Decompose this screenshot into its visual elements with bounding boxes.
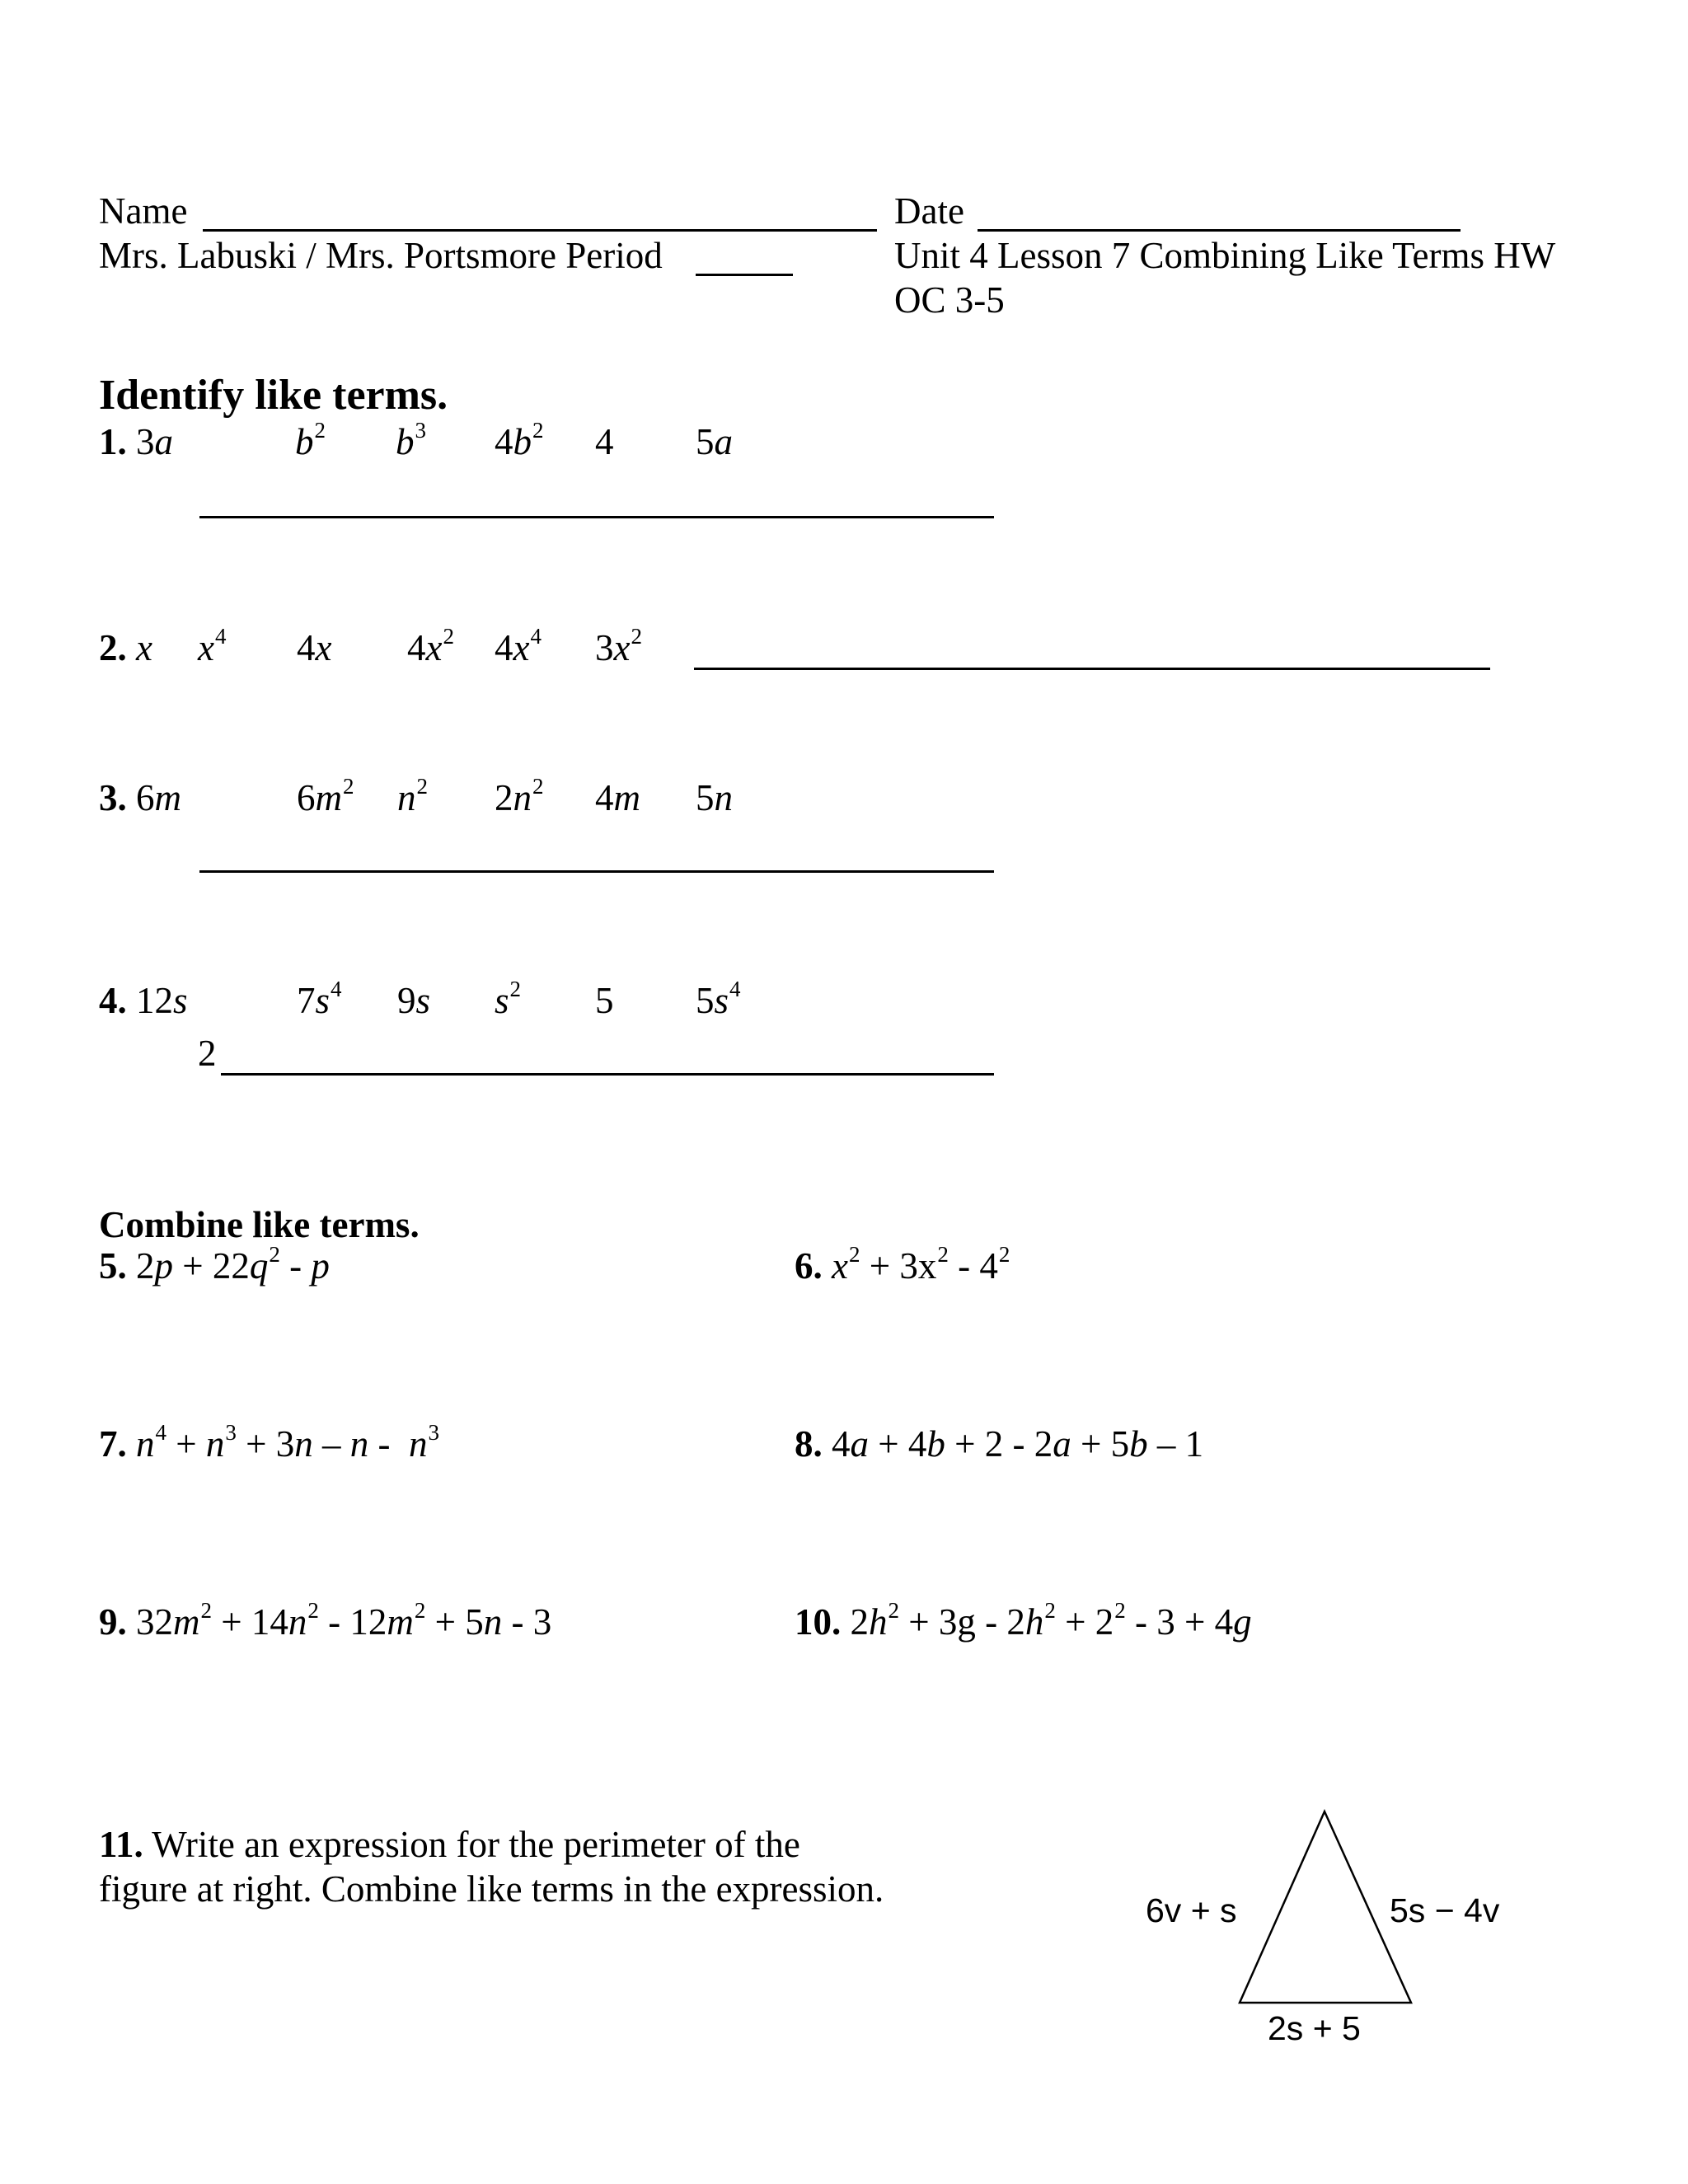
problem-10: 10. $2h^2 + 3g - 2h^2 + 2^2 - 3 + 4g$	[795, 1598, 1252, 1643]
p1-term-b3: $b^3$	[396, 418, 426, 462]
p4-term-5: 5	[595, 980, 614, 1021]
p2-term-4x: 4x	[297, 627, 332, 668]
teacher-period-label: Mrs. Labuski / Mrs. Portsmore Period	[99, 235, 663, 276]
p2-term-4x2: $4x^2$	[407, 624, 454, 668]
p4-term-7s4: $7s^4$	[297, 977, 342, 1021]
problem-11-line2: figure at right. Combine like terms in the expression.	[99, 1868, 884, 1910]
problem-8: 8. 4a + 4b + 2 - 2a + 5b – 1	[795, 1423, 1204, 1465]
p1-term-4b2: $4b^2$	[495, 418, 544, 462]
section-combine-heading: Combine like terms.	[99, 1204, 420, 1245]
p1-term-5a: 5a	[696, 421, 733, 462]
date-label: Date	[894, 190, 964, 232]
p3-term-5n: 5n	[696, 777, 733, 818]
p4-term-9s: 9s	[397, 980, 431, 1021]
p4-stray-digit: 2	[198, 1033, 217, 1074]
p2-term-x4: $x^4$	[198, 624, 227, 668]
p4-term-5s4: $5s^4$	[696, 977, 741, 1021]
problem-7: 7. $n^4 + n^3 + 3n - n - n^3$	[99, 1420, 440, 1465]
problem-9: 9. $32m^2 + 14n^2 - 12m^2 + 5n - 3$	[99, 1598, 552, 1643]
triangle-base-label: 2s + 5	[1268, 2009, 1361, 2047]
date-blank[interactable]	[978, 229, 1461, 232]
p3-term-n2: $n^2$	[397, 774, 428, 818]
problem-11-line1: 11. Write an expression for the perimeter of the	[99, 1824, 800, 1865]
name-blank[interactable]	[203, 229, 877, 232]
p1-term-b2: $b^2$	[295, 418, 326, 462]
lesson-title: Unit 4 Lesson 7 Combining Like Terms HW	[894, 235, 1556, 276]
period-blank[interactable]	[696, 274, 793, 276]
p3-term-6m2: $6m^2$	[297, 774, 354, 818]
p2-term-4x4: $4x^4$	[495, 624, 542, 668]
problem-1: 1. 3a	[99, 421, 173, 462]
p1-term-4: 4	[595, 421, 614, 462]
standard-code: OC 3-5	[894, 279, 1005, 321]
section-identify-heading: Identify like terms.	[99, 372, 448, 419]
problem-3: 3. 6m	[99, 777, 181, 818]
p3-term-2n2: $2n^2$	[495, 774, 544, 818]
problem-4-answer-line[interactable]	[221, 1073, 994, 1076]
p4-term-s2: $s^2$	[495, 977, 522, 1021]
problem-2: 2. x	[99, 627, 152, 668]
p3-term-4m: 4m	[595, 777, 640, 818]
name-label: Name	[99, 190, 188, 232]
p2-term-3x2: $3x^2$	[595, 624, 642, 668]
problem-1-answer-line[interactable]	[199, 516, 994, 518]
triangle-left-side-label: 6v + s	[1146, 1891, 1237, 1929]
problem-4: 4. 12s	[99, 980, 188, 1021]
problem-6: 6. $x^2 + 3x^2 - 4^2$	[795, 1242, 1010, 1286]
problem-2-answer-line[interactable]	[694, 668, 1490, 670]
problem-5: 5. $2p + 22q^2 - p$	[99, 1242, 330, 1286]
problem-3-answer-line[interactable]	[199, 870, 994, 873]
triangle-right-side-label: 5s − 4v	[1390, 1891, 1500, 1929]
